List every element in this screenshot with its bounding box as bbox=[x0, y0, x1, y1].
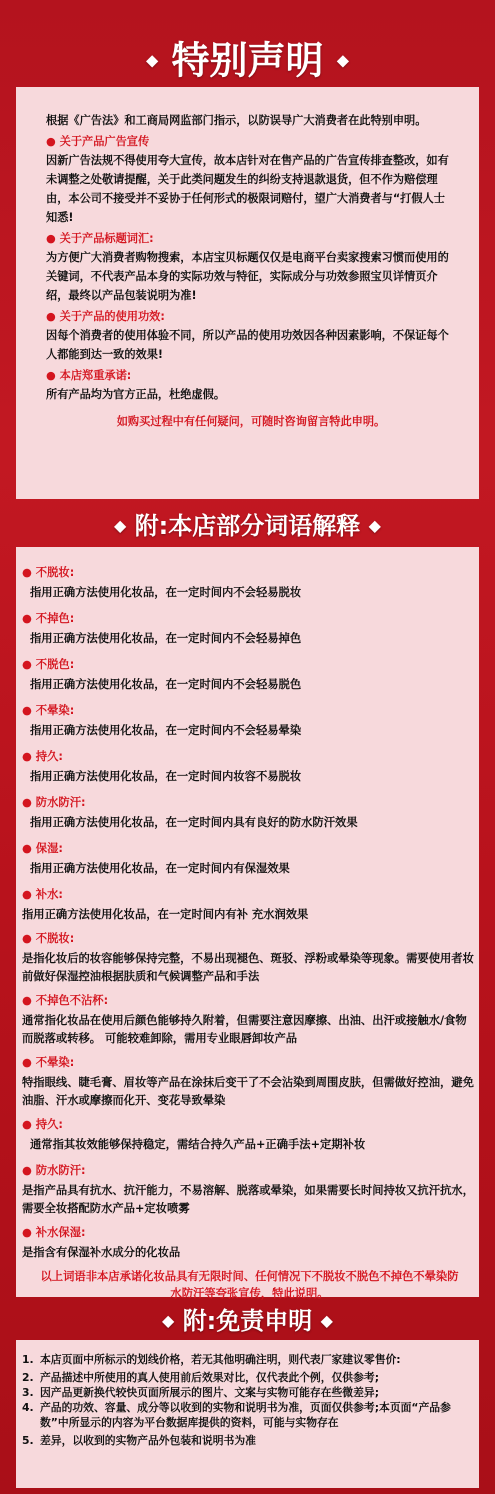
glossary-item bbox=[22, 747, 477, 786]
bullet-icon: ● bbox=[22, 1056, 36, 1069]
glossary-term: 防水防汗: bbox=[35, 1164, 86, 1177]
disclaimer-num: 4. bbox=[22, 1401, 34, 1414]
glossary-term: 持久: bbox=[35, 750, 63, 763]
bullet-icon: ● bbox=[22, 612, 36, 625]
glossary-desc: 指用正确方法使用化妆品，在一定时间内不会轻易晕染 bbox=[30, 724, 302, 737]
disclaimer-title-text: 附:免责申明 bbox=[182, 1307, 313, 1335]
diamond-icon-right: ◆ bbox=[320, 1311, 333, 1330]
glossary-term: 保湿: bbox=[35, 842, 63, 855]
glossary-term: 不掉色不沾杯: bbox=[35, 994, 109, 1007]
bullet-icon: ● bbox=[46, 369, 60, 382]
disclaimer-item bbox=[22, 1370, 478, 1385]
bullet-icon: ● bbox=[22, 658, 36, 671]
disclaimer-text: 差异，以收到的实物产品外包装和说明书为准 bbox=[40, 1434, 256, 1447]
bullet-icon: ● bbox=[22, 1164, 36, 1177]
glossary-term: 补水: bbox=[35, 888, 63, 901]
glossary-desc: 指用正确方法使用化妆品，在一定时间内有补 充水润效果 bbox=[22, 908, 309, 921]
glossary-term: 不晕染: bbox=[35, 1056, 75, 1069]
disclaimer-text: 产品描述中所使用的真人使用前后效果对比，仅代表此个例，仅供参考; bbox=[40, 1371, 380, 1384]
glossary-term: 不脱妆: bbox=[35, 932, 75, 945]
glossary-item bbox=[22, 609, 477, 648]
bullet-icon: ● bbox=[22, 888, 36, 901]
glossary-item bbox=[22, 655, 477, 694]
disclaimer-num: 5. bbox=[22, 1434, 34, 1447]
bullet-icon: ● bbox=[46, 232, 60, 245]
glossary-title bbox=[0, 505, 495, 545]
bullet-icon: ● bbox=[22, 750, 36, 763]
glossary-item bbox=[22, 701, 477, 740]
statement-heading: ● 关于产品标题词汇: bbox=[46, 232, 154, 245]
glossary-term: 防水防汗: bbox=[35, 796, 86, 809]
disclaimer-num: 3. bbox=[22, 1386, 34, 1399]
glossary-term: 不晕染: bbox=[35, 704, 75, 717]
glossary-desc: 是指含有保湿补水成分的化妆品 bbox=[22, 1246, 181, 1259]
disclaimer-panel bbox=[16, 1340, 479, 1488]
glossary-term: 不脱色: bbox=[35, 658, 75, 671]
glossary-desc: 指用正确方法使用化妆品，在一定时间内不会轻易脱色 bbox=[30, 678, 302, 691]
diamond-icon-right: ◆ bbox=[368, 516, 381, 535]
diamond-icon-left: ◆ bbox=[145, 50, 159, 70]
glossary-term: 不脱妆: bbox=[35, 566, 75, 579]
statement-body: 为方便广大消费者购物搜索，本店宝贝标题仅仅是电商平台卖家搜索习惯而使用的关键词，不代表产品本身的实际功效与特征，实际成分与功效参照宝贝详情页介绍，最终以产品包装说明为准! bbox=[46, 251, 449, 302]
glossary-desc: 指用正确方法使用化妆品，在一定时间内不会轻易脱妆 bbox=[30, 586, 302, 599]
glossary-term: 持久: bbox=[35, 1118, 63, 1131]
statement-heading: ● 关于产品广告宣传 bbox=[46, 135, 150, 148]
diamond-icon-right: ◆ bbox=[336, 50, 350, 70]
glossary-item bbox=[22, 991, 477, 1048]
statement-panel bbox=[16, 87, 479, 499]
glossary-panel bbox=[16, 547, 479, 1300]
statement-title-text: 特别声明 bbox=[171, 38, 324, 83]
statement-heading: ● 本店郑重承诺: bbox=[46, 369, 132, 382]
glossary-item bbox=[22, 563, 477, 602]
bullet-icon: ● bbox=[22, 842, 36, 855]
bullet-icon: ● bbox=[22, 932, 36, 945]
disclaimer-title bbox=[0, 1300, 495, 1340]
statement-body: 所有产品均为官方正品，杜绝虚假。 bbox=[46, 388, 226, 401]
glossary-term: 补水保湿: bbox=[35, 1226, 86, 1239]
statement-title bbox=[0, 28, 495, 88]
diamond-icon-left: ◆ bbox=[162, 1311, 175, 1330]
glossary-desc: 指用正确方法使用化妆品，在一定时间内具有良好的防水防汗效果 bbox=[30, 816, 358, 829]
glossary-item bbox=[22, 885, 477, 924]
statement-intro: 根据《广告法》和工商局网监部门指示，以防误导广大消费者在此特别申明。 bbox=[46, 114, 427, 127]
disclaimer-item bbox=[22, 1385, 478, 1400]
glossary-desc: 通常指化妆品在使用后颜色能够持久附着，但需要注意因摩擦、出油、出汗或接触水/食物而脱落或转移。 可能较难卸除，需用专业眼唇卸妆产品 bbox=[22, 1014, 467, 1045]
disclaimer-text: 本店页面中所标示的划线价格，若无其他明确注明，则代表厂家建议零售价: bbox=[40, 1353, 401, 1366]
disclaimer-item bbox=[22, 1400, 478, 1430]
glossary-item bbox=[22, 793, 477, 832]
disclaimer-text: 因产品更新换代较快页面所展示的图片、文案与实物可能存在些微差异; bbox=[40, 1386, 380, 1399]
glossary-desc: 通常指其妆效能够保持稳定，需结合持久产品+正确手法+定期补妆 bbox=[30, 1138, 366, 1151]
bullet-icon: ● bbox=[22, 704, 36, 717]
glossary-desc: 指用正确方法使用化妆品，在一定时间内妆容不易脱妆 bbox=[30, 770, 302, 783]
bullet-icon: ● bbox=[22, 1226, 36, 1239]
bullet-icon: ● bbox=[22, 994, 36, 1007]
glossary-desc: 指用正确方法使用化妆品，在一定时间内不会轻易掉色 bbox=[30, 632, 302, 645]
glossary-item bbox=[22, 839, 477, 878]
disclaimer-text: 产品的功效、容量、成分等以收到的实物和说明书为准，页面仅供参考;本页面“产品参数”中所显示的内容为平台数据库提供的资料，可能与实物存在 bbox=[40, 1401, 451, 1429]
bullet-icon: ● bbox=[22, 796, 36, 809]
disclaimer-num: 2. bbox=[22, 1371, 34, 1384]
diamond-icon-left: ◆ bbox=[114, 516, 127, 535]
statement-body: 因每个消费者的使用体验不同，所以产品的使用功效因各种因素影响，不保证每个人都能到达一致的效果! bbox=[46, 329, 449, 361]
bullet-icon: ● bbox=[46, 135, 60, 148]
glossary-item bbox=[22, 1115, 477, 1154]
statement-notice: 如购买过程中有任何疑问，可随时咨询留言特此申明。 bbox=[116, 415, 386, 428]
statement-body: 因新广告法规不得使用夸大宣传，故本店针对在售产品的广告宣传排查整改，如有未调整之处敬请提醒，关于此类问题发生的纠纷支持退款退货，但不作为赔偿理由，本公司不接受并不妥协于任何形式的极限词赔付，望广大消费者与“打假人士知悉! bbox=[46, 154, 449, 224]
glossary-item bbox=[22, 929, 477, 986]
bullet-icon: ● bbox=[46, 310, 60, 323]
disclaimer-num: 1. bbox=[22, 1353, 34, 1366]
bullet-icon: ● bbox=[22, 566, 36, 579]
disclaimer-item bbox=[22, 1352, 478, 1367]
glossary-desc: 是指化妆后的妆容能够保持完整，不易出现褪色、斑驳、浮粉或晕染等现象。需要使用者妆前做好保湿控油根据肤质和气候调整产品和手法 bbox=[22, 952, 474, 983]
glossary-item bbox=[22, 1223, 477, 1262]
glossary-desc: 特指眼线、睫毛膏、眉妆等产品在涂抹后变干了不会沾染到周围皮肤，但需做好控油，避免油脂、汗水或摩擦而化开、变花导致晕染 bbox=[22, 1076, 474, 1107]
glossary-item bbox=[22, 1161, 477, 1218]
glossary-item bbox=[22, 1053, 477, 1110]
glossary-note: 以上词语非本店承诺化妆品具有无限时间、任何情况下不脱妆不脱色不掉色不晕染防水防汗等夸张宣传，特此说明。 bbox=[40, 1270, 459, 1300]
glossary-title-text: 附:本店部分词语解释 bbox=[134, 512, 361, 540]
glossary-desc: 指用正确方法使用化妆品，在一定时间内有保湿效果 bbox=[30, 862, 290, 875]
glossary-desc: 是指产品具有抗水、抗汗能力，不易溶解、脱落或晕染，如果需要长时间持妆又抗汗抗水，需要全妆搭配防水产品+定妆喷雾 bbox=[22, 1184, 474, 1215]
glossary-term: 不掉色: bbox=[35, 612, 75, 625]
statement-heading: ● 关于产品的使用功效: bbox=[46, 310, 165, 323]
disclaimer-item bbox=[22, 1433, 478, 1448]
bullet-icon: ● bbox=[22, 1118, 36, 1131]
